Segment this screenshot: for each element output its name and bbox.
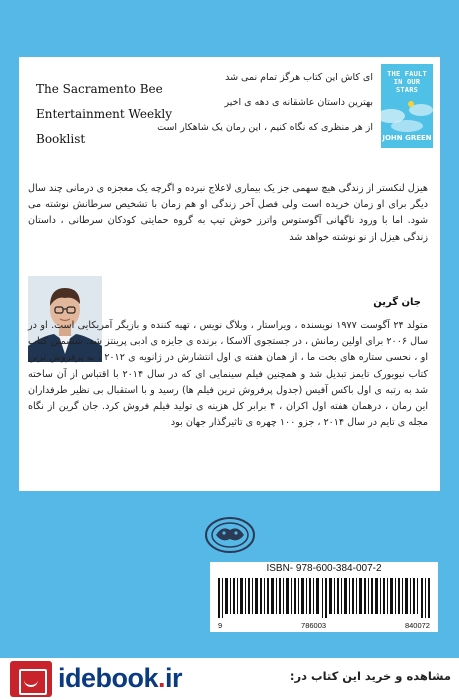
author-heading: جان گرین bbox=[373, 297, 421, 308]
shopping-bag-icon bbox=[10, 661, 52, 697]
barcode-digit-left: 786003 bbox=[301, 621, 327, 630]
isbn-number: ISBN- 978-600-384-007-2 bbox=[210, 562, 438, 575]
barcode-digit-lead: 9 bbox=[218, 621, 223, 630]
quote-fa-1: ای کاش این کتاب هرگز تمام نمی شد bbox=[225, 72, 373, 83]
thumb-title: THE FAULT IN OUR STARS bbox=[387, 70, 427, 94]
brand-name: idebook bbox=[58, 663, 159, 693]
book-cover-thumbnail bbox=[381, 64, 433, 148]
quote-fa-3: از هر منظری که نگاه کنیم ، این رمان یک شاهکار است bbox=[157, 122, 373, 133]
persian-quotes bbox=[153, 70, 373, 145]
brand-tld: ir bbox=[165, 663, 183, 693]
publisher-logo-icon bbox=[204, 516, 256, 554]
barcode bbox=[210, 575, 438, 632]
barcode-digit-right: 840072 bbox=[404, 621, 430, 630]
quote-source-3: Booklist bbox=[36, 132, 86, 146]
quote-source-2: Entertainment Weekly bbox=[36, 107, 172, 121]
synopsis-text: هیزل لنکستر از زندگی هیچ سهمی جز یک بیماری لاعلاج نبرده و اگرچه یک معجزه ی درمانی چند سال دیگر برای او زمان خریده است ولی فصل آخر زندگی او هم زمان با تشخیص سرطانش نوشته می شود. اما با ورود ناگهانی آگوستوس واترز خوش تیپ به گروه حمایتی کودکان سرطانی ، داستان زندگی هیزل از نو نوشته خواهد شد bbox=[28, 183, 428, 243]
footer-slogan: مشاهده و خرید این کتاب در: bbox=[289, 669, 451, 683]
quote-fa-2: بهترین داستان عاشقانه ی دهه ی اخیر bbox=[224, 97, 373, 108]
barcode-icon bbox=[218, 578, 430, 618]
author-bio: متولد ۲۴ آگوست ۱۹۷۷ نویسنده ، ویراستار ، وبلاگ نویس ، تهیه کننده و بازیگر آمریکایی است. او در سال ۲۰۰۶ برای اولین رمانش ، در جستجوی آلاسکا ، برنده ی جایزه ی ادبی پرینتز شد. ششمین کتاب او ، نحسی ستاره های بخت ما ، از همان هفته ی اول انتشارش در ژانویه ی ۲۰۱۲ ، به پرفروش ترین کتاب نیویورک تایمز تبدیل شد و همچنین فیلم سینمایی ای که در سال ۲۰۱۴ با اقتباس از آن ساخته شد به رتبه ی اول باکس آفیس (جدول پرفروش ترین فیلم ها) رسید و با استقبال بی نظیر طرفداران این رمان ، درهمان هفته اول اکران ، ۴ برابر کل هزینه ی تولید فیلم فروش کرد. جان گرین از نگاه مجله ی تایم در سال ۲۰۱۴ ، جزو ۱۰۰ چهره ی تاثیرگذار جهان بود bbox=[28, 320, 429, 429]
brand-dot: . bbox=[158, 663, 166, 693]
barcode-digits bbox=[218, 621, 430, 630]
thumb-author: JOHN GREEN bbox=[382, 134, 432, 142]
quote-sources bbox=[36, 82, 176, 157]
quote-source-1: The Sacramento Bee bbox=[36, 82, 163, 96]
site-logo-link[interactable] bbox=[58, 663, 182, 694]
